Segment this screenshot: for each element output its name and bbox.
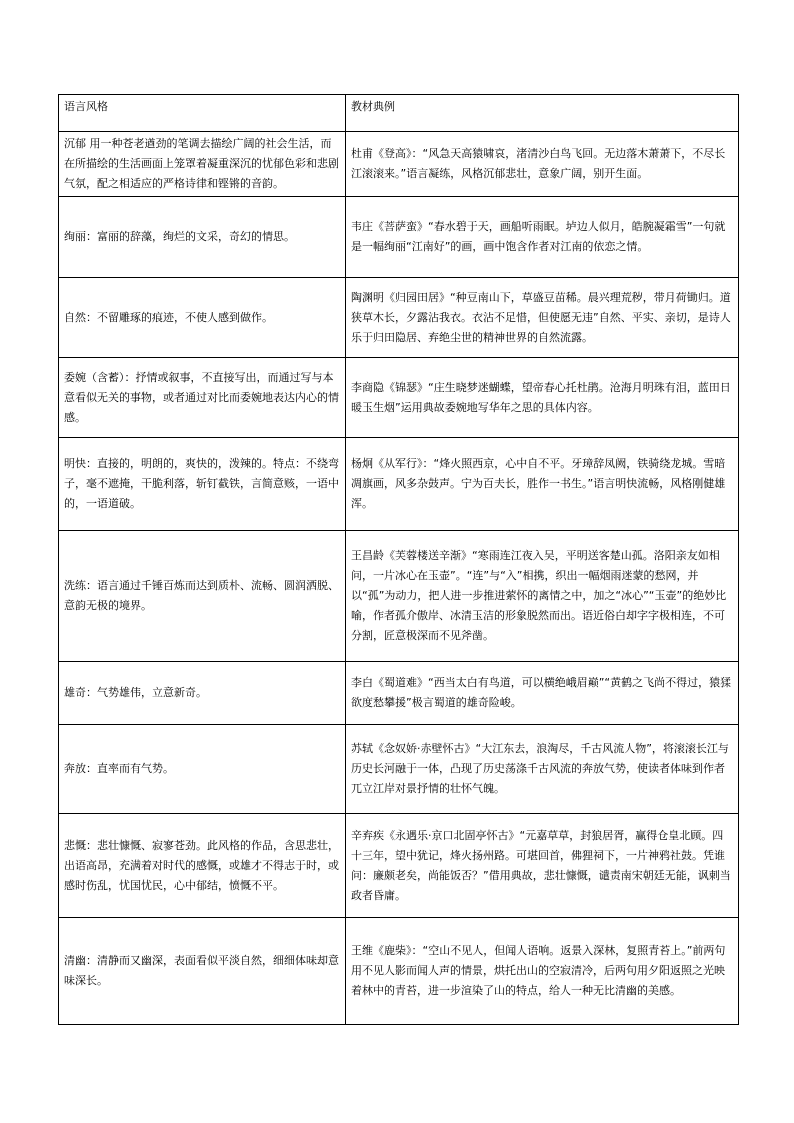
example-cell: 李白《蜀道难》“西当太白有鸟道，可以横绝峨眉巅”“黄鹤之飞尚不得过，猿猱欲度愁攀援”极言蜀道的雄奇险峻。 (346, 662, 739, 725)
style-cell: 奔放：直率而有气势。 (59, 725, 346, 814)
table-row (59, 197, 739, 278)
table-row (59, 438, 739, 531)
example-cell: 韦庄《菩萨蛮》“春水碧于天，画船听雨眠。垆边人似月，皓腕凝霜雪”一句就是一幅绚丽“江南好”的画，画中饱含作者对江南的依恋之情。 (346, 197, 739, 278)
table-row (59, 918, 739, 1025)
example-cell: 王昌龄《芙蓉楼送辛渐》“寒雨连江夜入吴，平明送客楚山孤。洛阳亲友如相问，一片冰心在玉壶”。“连”与“入”相携，织出一幅烟雨迷蒙的愁网，并以“孤”为动力，把人进一步推进萦怀的离情之中，加之“冰心”“玉壶”的绝妙比喻，作者孤介傲岸、冰清玉洁的形象脱然而出。语近俗白却字字极相连，不可分割，匠意极深而不见斧凿。 (346, 531, 739, 662)
example-cell: 杨炯《从军行》：“烽火照西京，心中自不平。牙璋辞凤阙，铁骑绕龙城。雪暗凋旗画，风多杂鼓声。宁为百夫长，胜作一书生。”语言明快流畅，风格刚健雄浑。 (346, 438, 739, 531)
table-row (59, 814, 739, 918)
table-row (59, 278, 739, 358)
style-cell: 悲慨：悲壮慷慨、寂寥苍劲。此风格的作品，含思悲壮，出语高昂，充满着对时代的感慨，或雄才不得志于时，或感时伤乱，忧国忧民，心中郁结，愤慨不平。 (59, 814, 346, 918)
table-row (59, 725, 739, 814)
style-cell: 委婉（含蓄）：抒情或叙事，不直接写出，而通过写与本意看似无关的事物，或者通过对比而委婉地表达内心的情感。 (59, 358, 346, 438)
style-cell: 明快：直接的，明朗的，爽快的，泼辣的。特点：不绕弯子，毫不遮掩，干脆利落，斩钉截铁，言简意赅，一语中的，一语道破。 (59, 438, 346, 531)
style-examples-table (58, 94, 739, 1025)
style-cell: 清幽：清静而又幽深，表面看似平淡自然，细细体味却意味深长。 (59, 918, 346, 1025)
table-row (59, 358, 739, 438)
header-style: 语言风格 (59, 95, 346, 132)
example-cell: 苏轼《念奴娇·赤壁怀古》“大江东去，浪淘尽，千古风流人物”，将滚滚长江与历史长河融于一体，凸现了历史荡涤千古风流的奔放气势，使读者体味到作者兀立江岸对景抒情的壮怀气魄。 (346, 725, 739, 814)
example-cell: 王维《鹿柴》：“空山不见人，但闻人语响。返景入深林，复照青苔上。”前两句用不见人影而闻人声的情景，烘托出山的空寂清冷，后两句用夕阳返照之光映着林中的青苔，进一步渲染了山的特点，给人一种无比清幽的美感。 (346, 918, 739, 1025)
example-cell: 辛弃疾《永遇乐·京口北固亭怀古》“元嘉草草，封狼居胥，赢得仓皇北顾。四十三年，望中犹记，烽火扬州路。可堪回首，佛狸祠下，一片神鸦社鼓。凭谁问：廉颇老矣，尚能饭否？”借用典故，悲壮慷慨，谴责南宋朝廷无能，讽刺当政者昏庸。 (346, 814, 739, 918)
table-row (59, 662, 739, 725)
style-cell: 沉郁 用一种苍老遒劲的笔调去描绘广阔的社会生活，而在所描绘的生活画面上笼罩着凝重深沉的忧郁色彩和悲剧气氛，配之相适应的严格诗律和铿锵的音韵。 (59, 132, 346, 197)
table-header-row (59, 95, 739, 132)
example-cell: 陶渊明《归园田居》“种豆南山下，草盛豆苗稀。晨兴理荒秽，带月荷锄归。道狭草木长，夕露沾我衣。衣沾不足惜，但使愿无违”自然、平实、亲切，是诗人乐于归田隐居、弃绝尘世的精神世界的自然流露。 (346, 278, 739, 358)
style-cell: 绚丽：富丽的辞藻，绚烂的文采，奇幻的情思。 (59, 197, 346, 278)
example-cell: 杜甫《登高》：“风急天高猿啸哀，渚清沙白鸟飞回。无边落木萧萧下，不尽长江滚滚来。”语言凝练，风格沉郁悲壮，意象广阔，别开生面。 (346, 132, 739, 197)
table-row (59, 531, 739, 662)
table-row (59, 132, 739, 197)
header-example: 教材典例 (346, 95, 739, 132)
example-cell: 李商隐《锦瑟》“庄生晓梦迷蝴蝶，望帝春心托杜鹃。沧海月明珠有泪，蓝田日暖玉生烟”运用典故委婉地写华年之思的具体内容。 (346, 358, 739, 438)
style-cell: 洗练：语言通过千锤百炼而达到质朴、流畅、圆润洒脱、意韵无极的境界。 (59, 531, 346, 662)
style-cell: 自然：不留雕琢的痕迹，不使人感到做作。 (59, 278, 346, 358)
style-cell: 雄奇：气势雄伟，立意新奇。 (59, 662, 346, 725)
